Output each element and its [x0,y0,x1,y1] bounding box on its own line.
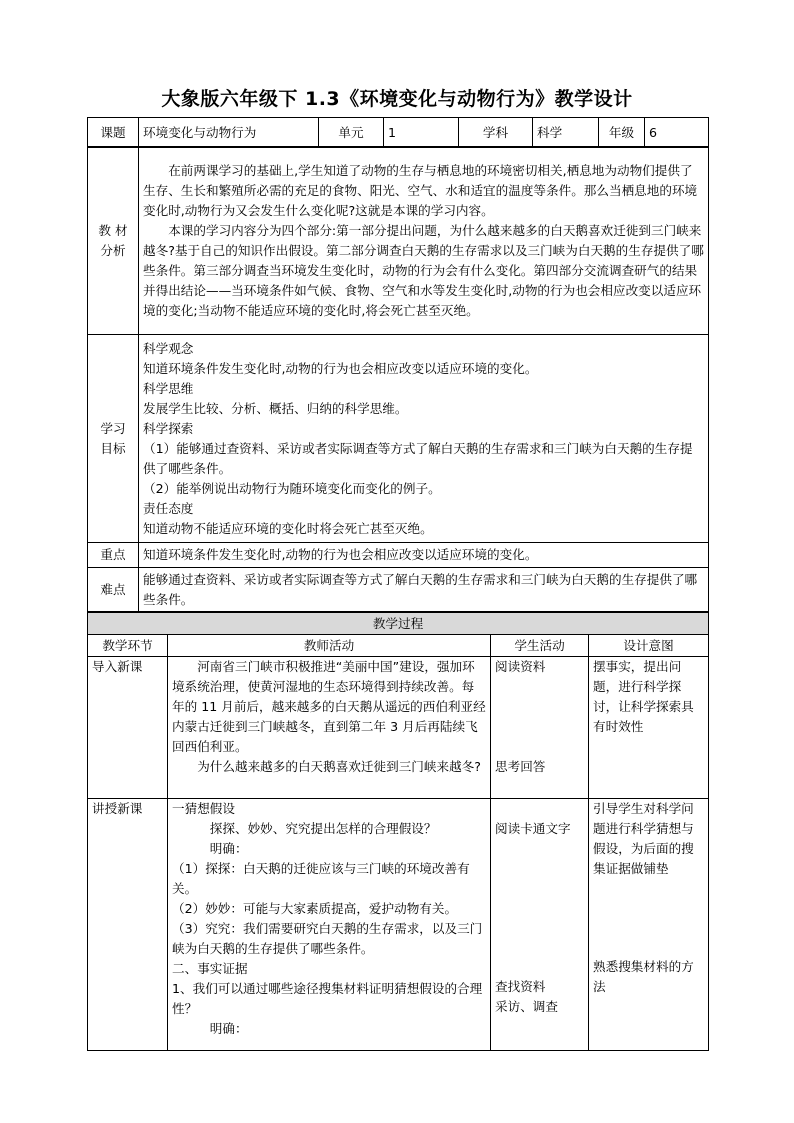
teacher-line: 二、事实证据 [172,961,248,976]
student-line: 采访、调查 [495,999,558,1014]
student-line: 查找资料 [495,979,546,994]
intro-teacher-activity [168,657,491,799]
analysis-paragraph: 在前两课学习的基础上,学生知道了动物的生存与栖息地的环境密切相关,栖息地为动物们提供了生存、生长和繁殖所必需的充足的食物、阳光、空气、水和适宜的温度等条件。那么当栖息地的环境变化时,动物行为又会发生什么变化呢?这就是本课的学习内容。 [143,162,698,218]
intent-line: 引导学生对科学问题进行科学猜想与假设，为后面的搜集证据做铺垫 [593,801,694,876]
teacher-paragraph: 河南省三门峡市积极推进“美丽中国”建设，强加环境系统治理，使黄河湿地的生态环境得到持续改善。每年的 11 月前后，越来越多的白天鹅从遥远的西伯利亚经内蒙古迁徙到三门峡越冬，直到第二年 3 月后再陆续飞回西伯利亚。 [172,659,486,754]
objective-line: （2）能举例说出动物行为随环境变化而变化的例子。 [143,480,441,496]
objective-line: （1）能够通过查资料、采访或者实际调查等方式了解白天鹅的生存需求和三门峡为白天鹅的生存提供了哪些条件。 [143,440,693,476]
unit-label: 单元 [319,118,384,148]
teacher-line: （1）探探：白天鹅的迁徙应该与三门峡的环境改善有关。 [172,861,470,896]
key-point-text: 知道环境条件发生变化时,动物的行为也会相应改变以适应环境的变化。 [139,543,709,568]
student-line: 思考回答 [495,759,546,774]
objectives-content [139,335,709,543]
column-header: 学生活动 [491,635,589,657]
objective-line: 科学思维 [143,380,194,396]
teacher-line: 1、我们可以通过哪些途径搜集材料证明猜想假设的合理性？ [172,981,483,1016]
intent-line: 熟悉搜集材料的方法 [593,959,694,994]
stage-intro: 导入新课 [88,657,168,799]
grade-value: 6 [645,118,709,148]
topic-value: 环境变化与动物行为 [139,118,319,148]
lecture-design-intent [589,799,709,1051]
topic-label: 课题 [88,118,139,148]
lecture-student-activity [491,799,589,1051]
column-header: 教师活动 [168,635,491,657]
lesson-info-table [87,117,709,148]
column-header: 设计意图 [589,635,709,657]
teacher-line: 一猜想假设 [172,801,235,816]
teacher-paragraph: 为什么越来越多的白天鹅喜欢迁徙到三门峡来越冬? [197,759,481,774]
difficulty-text: 能够通过查资料、采访或者实际调查等方式了解白天鹅的生存需求和三门峡为白天鹅的生存提供了哪些条件。 [139,568,709,612]
objective-line: 责任态度 [143,500,194,516]
objective-line: 知道动物不能适应环境的变化时将会死亡甚至灭绝。 [143,520,433,536]
objective-line: 科学探索 [143,420,194,436]
lecture-teacher-activity [168,799,491,1051]
intro-student-activity [491,657,589,799]
teacher-line: 明确： [209,841,248,856]
teacher-line: 明确： [209,1021,248,1036]
subject-label: 学科 [459,118,533,148]
teacher-line: （2）妙妙：可能与大家素质提高，爱护动物有关。 [172,901,458,916]
analysis-content [139,147,709,335]
stage-lecture: 讲授新课 [88,799,168,1051]
analysis-paragraph: 本课的学习内容分为四个部分:第一部分提出问题，为什么越来越多的白天鹅喜欢迁徙到三门峡来越冬?基于自己的知识作出假设。第二部分调查白天鹅的生存需求以及三门峡为白天鹅的生存提供了哪些条件。第三部分调查当环境发生变化时，动物的行为会有什么变化。第四部分交流调查研气的结果并得出结论——当环境条件如气候、食物、空气和水等发生变化时,动物的行为也会相应改变以适应环境的变化;当动物不能适应环境的变化时,将会死亡甚至灭绝。 [143,222,704,318]
unit-value: 1 [384,118,459,148]
teaching-process-table [87,612,709,1051]
subject-value: 科学 [533,118,599,148]
key-point-label: 重点 [88,543,139,568]
objective-line: 知道环境条件发生变化时,动物的行为也会相应改变以适应环境的变化。 [143,360,538,376]
intro-design-intent: 摆事实，提出问题，进行科学探讨，让科学探索具有时效性 [589,657,709,799]
objectives-label: 学习 目标 [88,335,139,543]
objective-line: 发展学生比较、分析、概括、归纳的科学思维。 [143,400,408,416]
lesson-plan-table [87,146,709,612]
process-header: 教学过程 [88,613,709,635]
difficulty-label: 难点 [88,568,139,612]
analysis-label: 教 材 分析 [88,147,139,335]
student-line: 阅读卡通文字 [495,821,571,836]
column-header: 教学环节 [88,635,168,657]
objective-line: 科学观念 [143,340,194,356]
teacher-line: （3）究究：我们需要研究白天鹅的生存需求，以及三门峡为白天鹅的生存提供了哪些条件。 [172,921,483,956]
grade-label: 年级 [599,118,645,148]
teacher-line: 探探、妙妙、究究提出怎样的合理假设？ [209,821,437,836]
page-title: 大象版六年级下 1.3《环境变化与动物行为》教学设计 [161,88,633,110]
student-line: 阅读资料 [495,659,546,674]
